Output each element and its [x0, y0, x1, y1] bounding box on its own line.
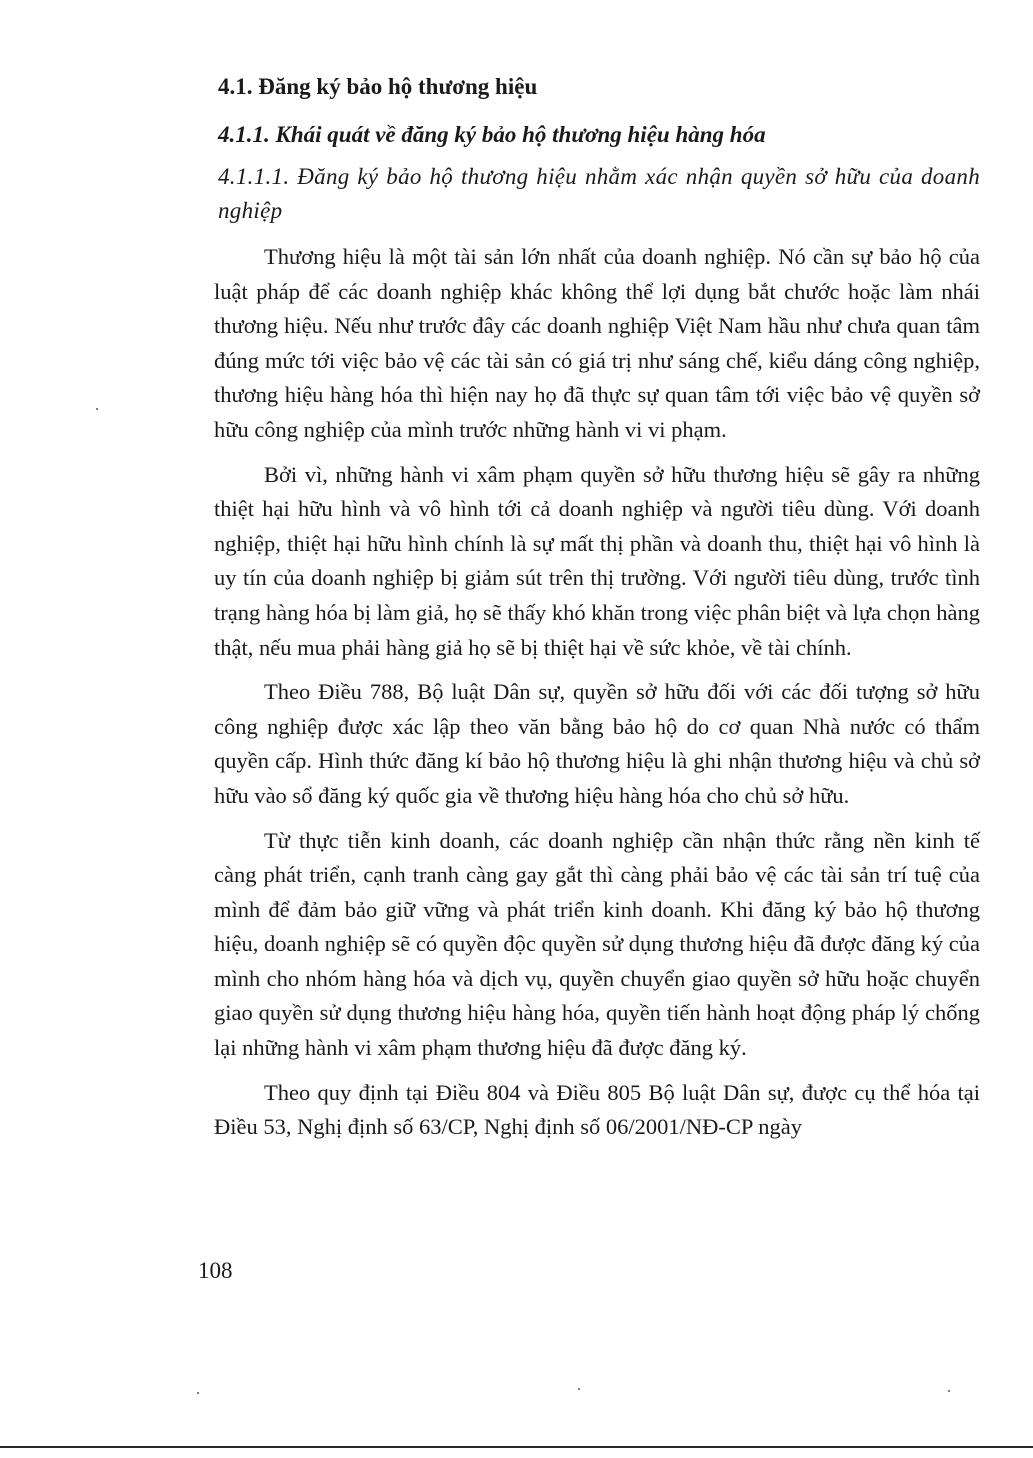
- scan-edge-line: [0, 1446, 1033, 1448]
- paragraph-3: Theo Điều 788, Bộ luật Dân sự, quyền sở hữu đối với các đối tượng sở hữu công nghiệp được xác lập theo văn bằng bảo hộ do cơ quan Nhà nước có thẩm quyền cấp. Hình thức đăng kí bảo hộ thương hiệu là ghi nhận thương hiệu và chủ sở hữu vào sổ đăng ký quốc gia về thương hiệu hàng hóa cho chủ sở hữu.: [214, 679, 980, 808]
- subsection-heading: 4.1.1. Khái quát về đăng ký bảo hộ thương hiệu hàng hóa: [218, 122, 766, 147]
- scan-speck: [578, 1388, 580, 1390]
- subsubsection-heading: 4.1.1.1. Đăng ký bảo hộ thương hiệu nhằm xác nhận quyền sở hữu của doanh nghiệp: [218, 164, 980, 223]
- paragraph-1: Thương hiệu là một tài sản lớn nhất của doanh nghiệp. Nó cần sự bảo hộ của luật pháp để các doanh nghiệp khác không thể lợi dụng bắt chước hoặc làm nhái thương hiệu. Nếu như trước đây các doanh nghiệp Việt Nam hầu như chưa quan tâm đúng mức tới việc bảo vệ các tài sản có giá trị như sáng chế, kiểu dáng công nghiệp, thương hiệu hàng hóa thì hiện nay họ đã thực sự quan tâm tới việc bảo vệ quyền sở hữu công nghiệp của mình trước những hành vi vi phạm.: [214, 244, 980, 442]
- section-heading: 4.1. Đăng ký bảo hộ thương hiệu: [218, 74, 538, 99]
- paragraph-2: Bởi vì, những hành vi xâm phạm quyền sở hữu thương hiệu sẽ gây ra những thiệt hại hữu hình và vô hình tới cả doanh nghiệp và người tiêu dùng. Với doanh nghiệp, thiệt hại hữu hình chính là sự mất thị phần và doanh thu, thiệt hại vô hình là uy tín của doanh nghiệp bị giảm sút trên thị trường. Với người tiêu dùng, trước tình trạng hàng hóa bị làm giả, họ sẽ thấy khó khăn trong việc phân biệt và lựa chọn hàng thật, nếu mua phải hàng giả họ sẽ bị thiệt hại về sức khỏe, về tài chính.: [214, 461, 980, 660]
- scan-speck: [948, 1390, 950, 1392]
- paragraph-4: Từ thực tiễn kinh doanh, các doanh nghiệp cần nhận thức rằng nền kinh tế càng phát triển, cạnh tranh càng gay gắt thì càng phải bảo vệ các tài sản trí tuệ của mình để đảm bảo giữ vững và phát triển kinh doanh. Khi đăng ký bảo hộ thương hiệu, doanh nghiệp sẽ có quyền độc quyền sử dụng thương hiệu đã được đăng ký của mình cho nhóm hàng hóa và dịch vụ, quyền chuyển giao quyền sở hữu hoặc chuyển giao quyền sử dụng thương hiệu hàng hóa, quyền tiến hành hoạt động pháp lý chống lại những hành vi xâm phạm thương hiệu đã được đăng ký.: [214, 827, 980, 1061]
- paragraph-5: Theo quy định tại Điều 804 và Điều 805 Bộ luật Dân sự, được cụ thể hóa tại Điều 53, Nghị định số 63/CP, Nghị định số 06/2001/NĐ-CP ngày: [214, 1079, 980, 1140]
- page-number: 108: [198, 1258, 233, 1283]
- text-block: [210, 70, 980, 1155]
- scan-speck: [197, 1392, 199, 1394]
- scan-speck: [96, 408, 98, 410]
